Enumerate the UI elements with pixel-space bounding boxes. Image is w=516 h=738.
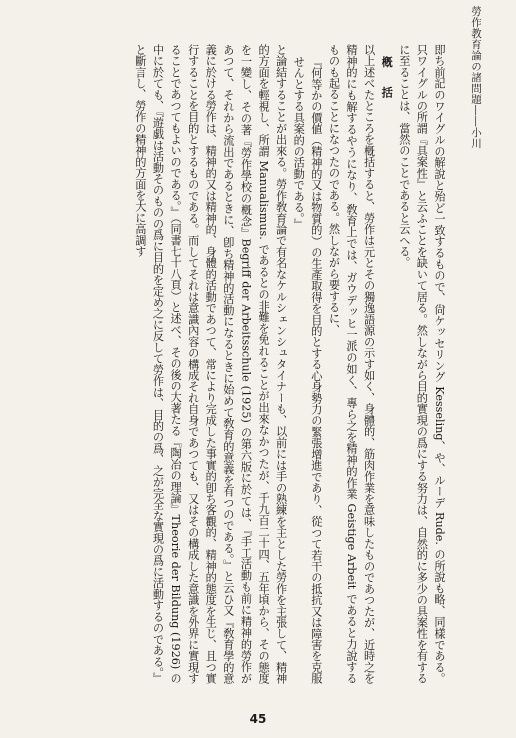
- definition-quote: 『何等かの價値（精神的又は物質的）の生產取得を目的とする心身勢力の緊張增進であり、從つて若干の抵抗又は障害を克服せんとする具案的の活動である。』: [292, 56, 323, 684]
- section-heading: 槪 括: [380, 56, 395, 102]
- paragraph: と論結することが出來る。勞作敎育論で有名なケルシェンシュタイナーも、以前には手の熟練を主とした勞作を主張して、精神的方面を輕視し、所謂 Manualismus. であるとの非難を免れることが出來なかつたが、千九百二十四、五年頃から、その態度を一變し、その著『勞作學校の槪念』Begriff der Arbeitsschule (1925) の第六版に於ては、『手工活動も前に精神的勞作があつて、それから流出であるときに、卽ち精神的活動になるときに始めて敎育的意義を有つのである。』と云ひ又『敎育學的意義に於ける勞作は、精神的又は精神的、身體的活動であつて、常により完成した事實的卽ち客觀的、精神的態度を生じ、且つ實行することを目的とするものである。而してそれは意識內容の構成それ自身であつても、又はその構成した意識を外界に實現することであつてもよいのである。』（同書七十八頁）と述べ、その後の大著たる『陶冶の理論』Theorie der Bildung (1926) の中に於ても、『遊戯は活動そのものの爲に目的を定め之に反して勞作は、目的の爲、之が完全な實現の爲に活動するのである。』と斷言し、勞作の精神的方面を大に高調す: [133, 44, 288, 684]
- page-number: 45: [249, 712, 267, 726]
- body-text: [26, 44, 448, 684]
- running-header: 勞作教育論の諸問題――小川: [470, 6, 482, 149]
- paragraph: 即ち前記のワイグルの解說と殆ど一致するもので、尙ケッセリング Kesseling、や、ルーデ Rude. の所說も略、同樣である。只ワイグルの所謂『具案性』と云ふことを缺いて居る。然しながら目的實現の爲にする努力は、自然的に多少の具案性を有するに至ることは、當然のことであると云へる。: [397, 44, 446, 684]
- paragraph: 以上述べたところを槪括すると、勞作は元とその獨逸語源の示す如く、身體的、筋肉作業を意味したものであつたが、近時之を精神的にも解するやうになり、敎育上では、ガウデッヒ一派の如く、專ら之を精神的作業 Geistige Arbeit であると力說するものも起ることになつたのである。然しながら要するに、: [327, 44, 376, 684]
